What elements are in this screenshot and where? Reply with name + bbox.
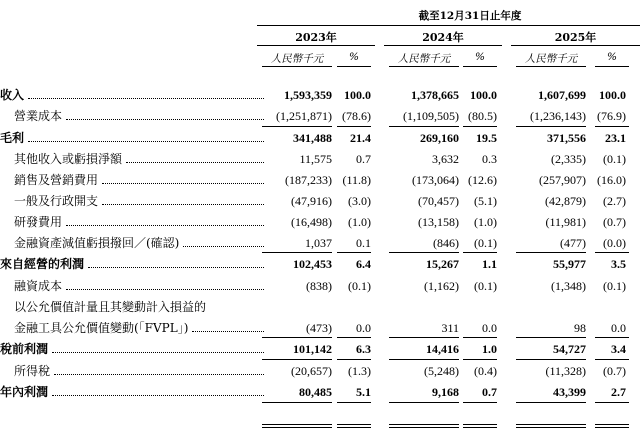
unit-rule-2025-amt <box>516 66 586 67</box>
subtotal-rule <box>516 359 586 360</box>
amount-cell: (2,335) <box>551 152 586 166</box>
subtotal-rule <box>463 402 497 403</box>
amount-cell: (1,109,505) <box>403 109 459 123</box>
subtotal-rule <box>337 424 371 425</box>
subtotal-rule <box>262 126 332 127</box>
amount-cell: (20,657) <box>291 364 332 378</box>
subtotal-rule <box>337 427 371 428</box>
amount-cell: 80,485 <box>299 385 332 399</box>
year-2024-header: 2024年 <box>422 31 464 44</box>
amount-cell: 55,977 <box>553 257 586 271</box>
percent-cell: 23.1 <box>605 131 626 145</box>
percent-cell: (0.1) <box>603 279 626 293</box>
amount-cell: (173,064) <box>412 173 459 187</box>
subtotal-rule <box>389 126 459 127</box>
subtotal-rule <box>463 337 497 338</box>
leader-dots <box>66 225 264 226</box>
percent-cell: (1.0) <box>474 215 497 229</box>
subtotal-rule <box>463 252 497 253</box>
percent-cell: (0.7) <box>603 215 626 229</box>
amount-cell: 9,168 <box>432 385 459 399</box>
subtotal-rule <box>389 402 459 403</box>
amount-cell: 371,556 <box>547 131 586 145</box>
amount-cell: 11,575 <box>299 152 332 166</box>
table-row <box>0 233 640 253</box>
subtotal-rule <box>262 424 332 425</box>
leader-dots <box>54 374 264 375</box>
percent-cell: (2.7) <box>603 194 626 208</box>
subtotal-rule <box>516 126 586 127</box>
subtotal-rule <box>463 427 497 428</box>
leader-dots <box>102 183 264 184</box>
unit-rule-2023-amt <box>262 66 332 67</box>
table-row <box>0 382 640 402</box>
period-header-rule <box>257 25 640 26</box>
row-label: 金融工具公允價值變動(「FVPL」) <box>14 321 189 335</box>
amount-cell: (11,328) <box>545 364 586 378</box>
subtotal-rule <box>595 424 629 425</box>
year-2023-header: 2023年 <box>295 31 337 44</box>
row-label: 以公允價值計量且其變動計入損益的 <box>14 300 207 314</box>
percent-cell: (0.1) <box>474 236 497 250</box>
leader-dots <box>192 331 264 332</box>
year-2025-header: 2025年 <box>554 31 597 44</box>
percent-cell: 5.1 <box>356 385 371 399</box>
year-2024-rule <box>384 45 502 46</box>
table-row <box>0 170 640 190</box>
amount-cell: 1,607,699 <box>538 88 586 102</box>
table-row <box>0 318 640 338</box>
subtotal-rule <box>516 424 586 425</box>
amount-cell: 98 <box>574 321 586 335</box>
amount-cell: (1,348) <box>551 279 586 293</box>
subtotal-rule <box>337 252 371 253</box>
amount-cell: (257,907) <box>539 173 586 187</box>
row-label: 金融資產減值虧損撥回／(確認) <box>14 236 180 250</box>
amount-cell: (70,457) <box>418 194 459 208</box>
percent-cell: 0.7 <box>482 385 497 399</box>
percent-cell: (0.1) <box>474 279 497 293</box>
percent-cell: 6.4 <box>356 257 371 271</box>
amount-cell: 1,593,359 <box>284 88 332 102</box>
table-row <box>0 276 640 296</box>
row-label: 營業成本 <box>14 109 63 123</box>
leader-dots <box>52 395 264 396</box>
subtotal-rule <box>389 359 459 360</box>
amount-cell: (838) <box>306 279 332 293</box>
subtotal-rule <box>337 402 371 403</box>
table-row <box>0 339 640 359</box>
amount-cell: 15,267 <box>426 257 459 271</box>
amount-cell: 1,037 <box>305 236 332 250</box>
amount-cell: (47,916) <box>291 194 332 208</box>
subtotal-rule <box>516 337 586 338</box>
subtotal-rule <box>516 402 586 403</box>
unit-pct-2025: % <box>607 51 617 63</box>
subtotal-rule <box>516 252 586 253</box>
percent-cell: (16.0) <box>597 173 626 187</box>
row-label: 融資成本 <box>14 279 63 293</box>
subtotal-rule <box>463 126 497 127</box>
leader-dots <box>28 98 264 99</box>
unit-amount-2025: 人民幣千元 <box>524 53 578 65</box>
unit-amount-2023: 人民幣千元 <box>270 53 324 65</box>
row-label: 其他收入或虧損淨額 <box>14 152 123 166</box>
amount-cell: 14,416 <box>426 342 459 356</box>
percent-cell: 100.0 <box>599 88 626 102</box>
row-label: 來自經營的利潤 <box>0 257 85 271</box>
percent-cell: 0.0 <box>611 321 626 335</box>
percent-cell: 0.0 <box>482 321 497 335</box>
percent-cell: (11.8) <box>342 173 371 187</box>
amount-cell: (16,498) <box>291 215 332 229</box>
amount-cell: 43,399 <box>553 385 586 399</box>
amount-cell: 311 <box>441 321 459 335</box>
percent-cell: 2.7 <box>611 385 626 399</box>
subtotal-rule <box>389 337 459 338</box>
percent-cell: 0.3 <box>482 152 497 166</box>
leader-dots <box>183 246 264 247</box>
row-label: 研發費用 <box>14 215 63 229</box>
amount-cell: 3,632 <box>432 152 459 166</box>
amount-cell: (11,981) <box>545 215 586 229</box>
percent-cell: 100.0 <box>470 88 497 102</box>
table-row <box>0 254 640 274</box>
percent-cell: 3.5 <box>611 257 626 271</box>
unit-rule-2025-pct <box>595 66 629 67</box>
subtotal-rule <box>516 427 586 428</box>
percent-cell: 0.1 <box>356 236 371 250</box>
percent-cell: (3.0) <box>348 194 371 208</box>
subtotal-rule <box>595 427 629 428</box>
percent-cell: (0.7) <box>603 364 626 378</box>
amount-cell: 102,453 <box>293 257 332 271</box>
amount-cell: (1,236,143) <box>530 109 586 123</box>
amount-cell: (42,879) <box>545 194 586 208</box>
percent-cell: 1.0 <box>482 342 497 356</box>
subtotal-rule <box>262 337 332 338</box>
period-header: 截至12月31日止年度 <box>418 10 522 22</box>
amount-cell: (846) <box>433 236 459 250</box>
amount-cell: 269,160 <box>420 131 459 145</box>
amount-cell: 54,727 <box>553 342 586 356</box>
amount-cell: (1,162) <box>424 279 459 293</box>
leader-dots <box>52 352 264 353</box>
row-label: 銷售及營銷費用 <box>14 173 99 187</box>
percent-cell: 100.0 <box>344 88 371 102</box>
leader-dots <box>102 204 264 205</box>
subtotal-rule <box>262 252 332 253</box>
percent-cell: (0.1) <box>603 152 626 166</box>
subtotal-rule <box>337 126 371 127</box>
percent-cell: (1.0) <box>348 215 371 229</box>
row-label: 年內利潤 <box>0 385 49 399</box>
percent-cell: 0.7 <box>356 152 371 166</box>
amount-cell: 341,488 <box>293 131 332 145</box>
subtotal-rule <box>262 359 332 360</box>
subtotal-rule <box>389 424 459 425</box>
unit-pct-2023: % <box>349 51 359 63</box>
unit-rule-2024-amt <box>389 66 459 67</box>
subtotal-rule <box>262 402 332 403</box>
unit-rule-2023-pct <box>337 66 371 67</box>
table-row <box>0 106 640 126</box>
amount-cell: (1,251,871) <box>276 109 332 123</box>
percent-cell: 1.1 <box>482 257 497 271</box>
percent-cell: (80.5) <box>468 109 497 123</box>
subtotal-rule <box>463 424 497 425</box>
table-row <box>0 212 640 232</box>
amount-cell: (187,233) <box>285 173 332 187</box>
year-2025-rule <box>511 45 640 46</box>
table-row <box>0 297 640 317</box>
table-row <box>0 85 640 105</box>
amount-cell: (477) <box>560 236 586 250</box>
leader-dots <box>28 141 264 142</box>
subtotal-rule <box>262 427 332 428</box>
row-label: 一般及行政開支 <box>14 194 99 208</box>
subtotal-rule <box>595 402 629 403</box>
subtotal-rule <box>595 337 629 338</box>
subtotal-rule <box>463 359 497 360</box>
amount-cell: 1,378,665 <box>411 88 459 102</box>
leader-dots <box>66 289 264 290</box>
percent-cell: 21.4 <box>350 131 371 145</box>
unit-rule-2024-pct <box>463 66 497 67</box>
table-row <box>0 191 640 211</box>
percent-cell: (12.6) <box>468 173 497 187</box>
subtotal-rule <box>595 359 629 360</box>
amount-cell: (473) <box>306 321 332 335</box>
row-label: 稅前利潤 <box>0 342 49 356</box>
amount-cell: (5,248) <box>424 364 459 378</box>
row-label: 毛利 <box>0 131 25 145</box>
table-row <box>0 149 640 169</box>
subtotal-rule <box>337 359 371 360</box>
year-2023-rule <box>257 45 375 46</box>
percent-cell: (0.1) <box>348 279 371 293</box>
subtotal-rule <box>595 126 629 127</box>
unit-pct-2024: % <box>475 51 485 63</box>
table-row <box>0 128 640 148</box>
percent-cell: 0.0 <box>356 321 371 335</box>
percent-cell: (76.9) <box>597 109 626 123</box>
percent-cell: (78.6) <box>342 109 371 123</box>
leader-dots <box>66 119 264 120</box>
leader-dots <box>126 162 264 163</box>
percent-cell: (5.1) <box>474 194 497 208</box>
percent-cell: 19.5 <box>476 131 497 145</box>
subtotal-rule <box>389 252 459 253</box>
subtotal-rule <box>595 252 629 253</box>
percent-cell: (0.4) <box>474 364 497 378</box>
leader-dots <box>88 267 264 268</box>
percent-cell: 6.3 <box>356 342 371 356</box>
table-row <box>0 361 640 381</box>
row-label: 收入 <box>0 88 25 102</box>
amount-cell: 101,142 <box>293 342 332 356</box>
percent-cell: (1.3) <box>348 364 371 378</box>
row-label: 所得稅 <box>14 364 51 378</box>
subtotal-rule <box>337 337 371 338</box>
amount-cell: (13,158) <box>418 215 459 229</box>
unit-amount-2024: 人民幣千元 <box>397 53 451 65</box>
subtotal-rule <box>389 427 459 428</box>
percent-cell: (0.0) <box>603 236 626 250</box>
percent-cell: 3.4 <box>611 342 626 356</box>
